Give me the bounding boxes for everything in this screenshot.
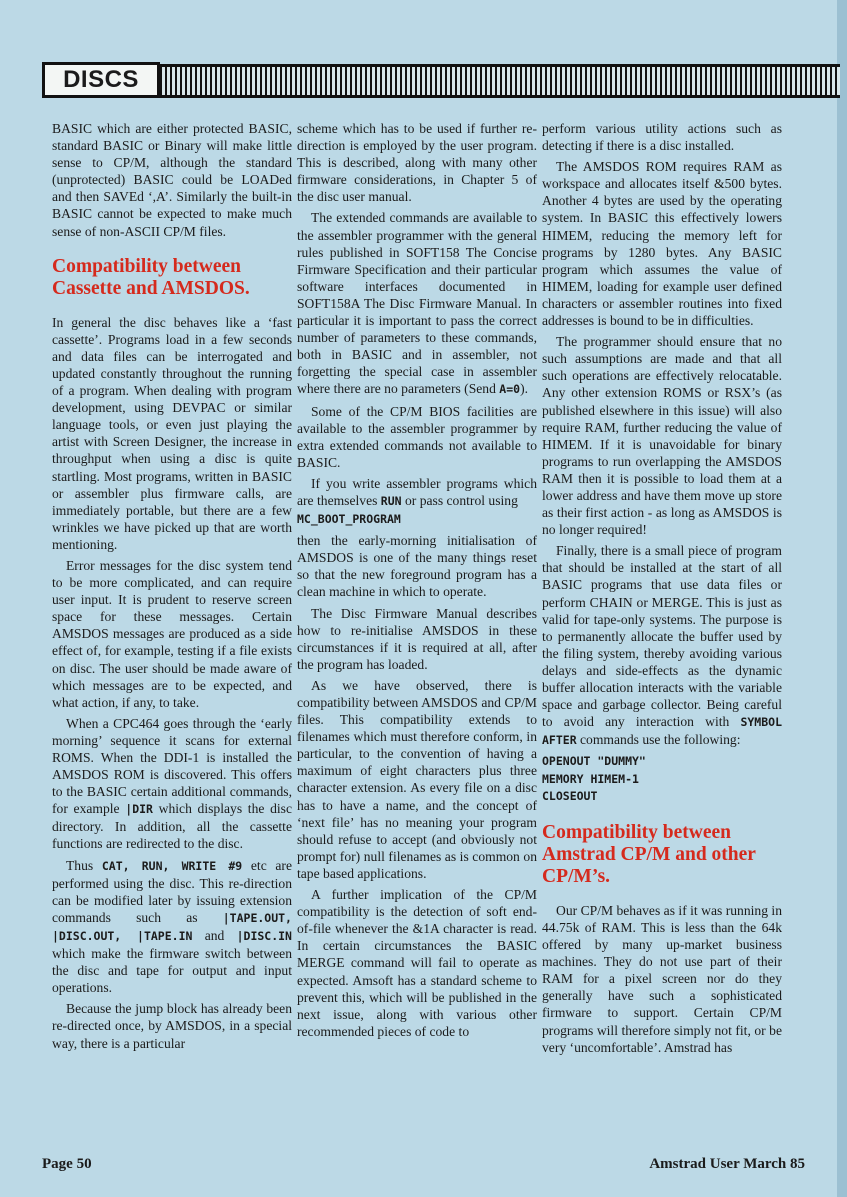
paragraph: A further implication of the CP/M compatibility is the detection of soft end-of-file whenever the &1A character is read. In certain circumstances the BASIC MERGE command will fail to operate as expected. Amsoft has a standard scheme to prevent this, which will be published in the next issue, along with various other recommended pieces of code to: [297, 887, 537, 1039]
paragraph: perform various utility actions such as detecting if there is a disc installed.: [542, 121, 782, 154]
inline-code: CAT, RUN, WRITE #9: [101, 858, 243, 873]
column-2: [297, 120, 537, 1150]
paragraph: As we have observed, there is compatibility between AMSDOS and CP/M files. This compatibility extends to filenames which must therefore conform, in particular, to the convention of having a maximum of eight characters plus three character extension. As every file on a disc has to have a name, and the concept of ‘next file’ has no meaning your program should refuse to accept (and obviously not prompt for) null filenames as is common on tape based applications.: [297, 677, 537, 881]
inline-code: |DISC.IN: [236, 928, 292, 943]
section-heading: Compatibility between Cassette and AMSDOS.: [52, 255, 250, 299]
inline-code: A=0: [499, 382, 521, 397]
paragraph: Because the jump block has already been re-directed once, by AMSDOS, in a special way, there is a particular: [52, 1001, 292, 1051]
paragraph: Our CP/M behaves as if it was running in 44.75k of RAM. This is less than the 64k offered by many up-market business machines. They do not use part of their RAM for a pixel screen nor do they generally have such a sophisticated firmware to support. Certain CP/M programs will therefore simply not fit, or be very ‘uncomfortable’. Amstrad has: [542, 902, 782, 1055]
paragraph: The Disc Firmware Manual describes how to re-initialise AMSDOS in these circumstances if it is required at all, after the program has loaded.: [297, 605, 537, 672]
section-title: DISCS: [42, 62, 160, 98]
paragraph: Finally, there is a small piece of program that should be installed at the start of all BASIC programs that use data files or perform CHAIN or MERGE. This is just as valid for tape-only systems. The purpose is to permanently allocate the buffer used by the filing system, thereby avoiding various delays and side-effects as the dynamic buffer allocation interacts with the variable space and garbage collector. Being careful to avoid any interaction with SYMBOL AFTER commands use the following:: [542, 543, 782, 748]
header-stripe-bar: [160, 64, 840, 98]
inline-code: |DIR: [125, 802, 153, 817]
paragraph: The programmer should ensure that no such assumptions are made and that all such operations are effectively relocatable. Any other extension ROMS or RSX’s (as published elsewhere in this issue) will also require RAM, further reducing the value of HIMEM. If it is unavoidable for binary programs to run overlapping the AMSDOS RAM then it is possible to load them at a lower address and have them move up store as their first action - as long as AMSDOS is no longer required!: [542, 334, 782, 538]
paragraph: The extended commands are available to the assembler programmer with the general rules published in SOFT158 The Concise Firmware Specification and their particular software interfaces documented in SOFT158A The Disc Firmware Manual. In particular it is important to pass the correct number of parameters to these commands, both in BASIC and in assembler, not forgetting the special case in assembler where there are no parameters (Send A=0).: [297, 210, 537, 397]
paragraph: If you write assembler programs which are themselves RUN or pass control using MC_BOOT_PROGRAM: [297, 475, 537, 527]
paragraph: When a CPC464 goes through the ‘early morning’ sequence it scans for external ROMS. When the DDI-1 is installed the AMSDOS ROM is discovered. This offers to the BASIC certain additional commands, for example |DIR which displays the disc directory. In addition, all the cassette functions are redirected to the disc.: [52, 715, 292, 852]
paragraph: The AMSDOS ROM requires RAM as workspace and allocates itself &500 bytes. Another 4 bytes are used by the operating system. In BASIC this effectively lowers HIMEM, reducing the memory left for programs by 1280 bytes. Any BASIC program which assumes the value of HIMEM, loading for example user defined characters or assembler routines into fixed addresses is bound to be in difficulties.: [542, 159, 782, 329]
paragraph: BASIC which are either protected BASIC, standard BASIC or Binary will make little sense to CP/M, although the standard (unprotected) BASIC could be LOADed and then SAVEd ‘,A’. Similarly the built-in BASIC cannot be expected to make much sense of non-ASCII CP/M files.: [52, 121, 292, 239]
page-number: Page 50: [42, 1156, 92, 1172]
inline-code: |TAPE.OUT, |DISC.OUT, |TAPE.IN: [52, 910, 292, 943]
code-line: CLOSEOUT: [542, 789, 598, 804]
inline-code: SYMBOL AFTER: [542, 715, 782, 748]
code-block: [542, 753, 782, 806]
inline-code: MC_BOOT_PROGRAM: [297, 512, 401, 527]
paragraph: Some of the CP/M BIOS facilities are available to the assembler programmer by extra extended commands not available to BASIC.: [297, 403, 537, 470]
column-1: [52, 120, 292, 1150]
paragraph: Thus CAT, RUN, WRITE #9 etc are performed using the disc. This re-direction can be modified later by issuing extension commands such as |TAPE.OUT, |DISC.OUT, |TAPE.IN and |DISC.IN which make the firmware switch between the disc and tape for output and input operations.: [52, 857, 292, 996]
code-line: OPENOUT "DUMMY": [542, 754, 646, 769]
section-heading: Compatibility between Amstrad CP/M and other CP/M’s.: [542, 821, 756, 887]
page-edge: [837, 0, 847, 1197]
paragraph: Error messages for the disc system tend to be more complicated, and can require user input. It is prudent to reserve screen space for these messages. Certain AMSDOS messages are produced as a side effect of, for example, testing if a file exists on disc. The user should be made aware of which messages are to be expected, and what action, if any, to take.: [52, 557, 292, 710]
paragraph: scheme which has to be used if further re-direction is employed by the user program. This is described, along with many other firmware considerations, in Chapter 5 of the disc user manual.: [297, 121, 537, 205]
inline-code: RUN: [380, 493, 402, 508]
magazine-issue: Amstrad User March 85: [649, 1156, 805, 1172]
code-line: MEMORY HIMEM-1: [542, 771, 639, 786]
section-header: [30, 58, 840, 102]
paragraph: In general the disc behaves like a ‘fast cassette’. Programs load in a few seconds and data files can be interrogated and updated constantly throughout the running of a program. When dealing with program development, using DEVPAC or similar language tools, or even just playing the artist with Screen Designer, the increase in throughput when using a disc is quite startling. Most programs, written in BASIC or assembler plus firmware calls, are immediately portable, but there are a few wrinkles we have picked up that are worth mentioning.: [52, 314, 292, 552]
paragraph: then the early-morning initialisation of AMSDOS is one of the many things reset so that the new foreground program has a clean machine in which to operate.: [297, 533, 537, 600]
column-3: [542, 120, 782, 1150]
